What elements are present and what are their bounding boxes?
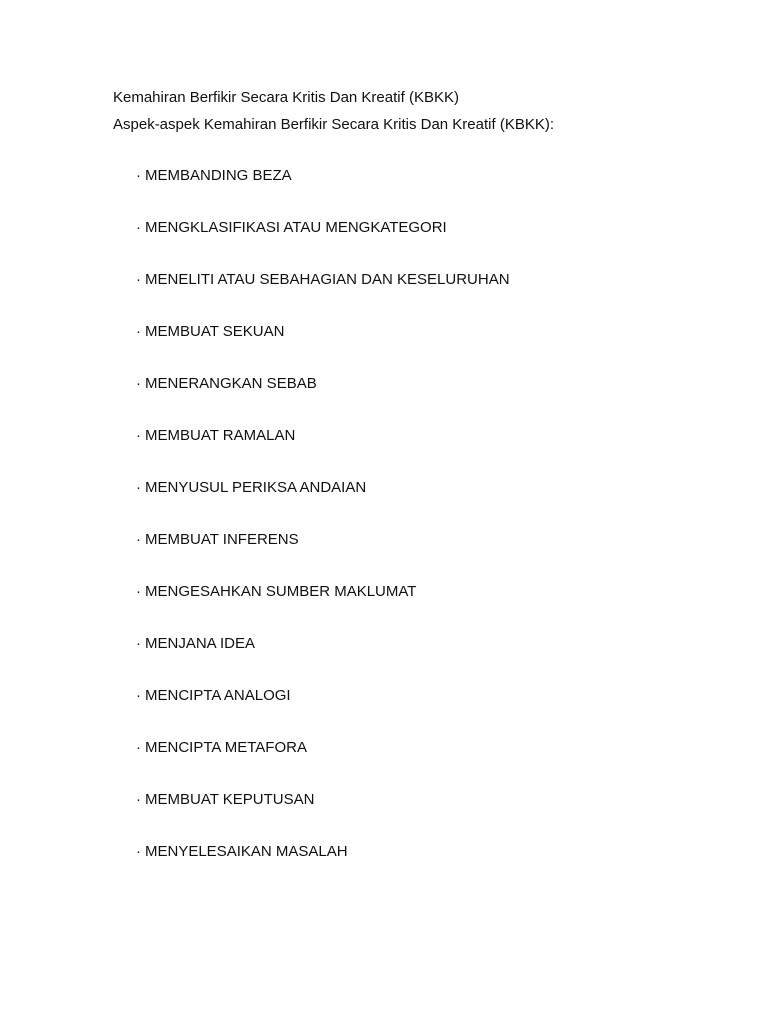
bullet-icon: · bbox=[136, 791, 141, 808]
list-item bbox=[136, 323, 510, 375]
list-item-label: MENGKLASIFIKASI ATAU MENGKATEGORI bbox=[145, 219, 447, 236]
document-subtitle: Aspek-aspek Kemahiran Berfikir Secara Kritis Dan Kreatif (KBKK): bbox=[113, 116, 554, 133]
list-item-label: MENCIPTA ANALOGI bbox=[145, 687, 291, 704]
list-item-label: MENCIPTA METAFORA bbox=[145, 739, 307, 756]
list-item-label: MENGESAHKAN SUMBER MAKLUMAT bbox=[145, 583, 417, 600]
bullet-icon: · bbox=[136, 687, 141, 704]
list-item bbox=[136, 167, 510, 219]
bullet-icon: · bbox=[136, 219, 141, 236]
bullet-icon: · bbox=[136, 427, 141, 444]
list-item-label: MEMBUAT RAMALAN bbox=[145, 427, 296, 444]
bullet-icon: · bbox=[136, 843, 141, 860]
bullet-icon: · bbox=[136, 375, 141, 392]
aspect-list bbox=[136, 167, 510, 895]
list-item bbox=[136, 843, 510, 895]
list-item-label: MEMBANDING BEZA bbox=[145, 167, 292, 184]
list-item-label: MENJANA IDEA bbox=[145, 635, 256, 652]
list-item bbox=[136, 791, 510, 843]
bullet-icon: · bbox=[136, 323, 141, 340]
list-item-label: MEMBUAT SEKUAN bbox=[145, 323, 285, 340]
bullet-icon: · bbox=[136, 739, 141, 756]
bullet-icon: · bbox=[136, 635, 141, 652]
list-item bbox=[136, 219, 510, 271]
list-item bbox=[136, 687, 510, 739]
list-item bbox=[136, 479, 510, 531]
list-item-label: MENELITI ATAU SEBAHAGIAN DAN KESELURUHAN bbox=[145, 271, 510, 288]
list-item bbox=[136, 271, 510, 323]
list-item bbox=[136, 375, 510, 427]
list-item bbox=[136, 635, 510, 687]
list-item bbox=[136, 427, 510, 479]
list-item bbox=[136, 531, 510, 583]
bullet-icon: · bbox=[136, 583, 141, 600]
list-item bbox=[136, 739, 510, 791]
bullet-icon: · bbox=[136, 531, 141, 548]
list-item bbox=[136, 583, 510, 635]
bullet-icon: · bbox=[136, 167, 141, 184]
list-item-label: MENYUSUL PERIKSA ANDAIAN bbox=[145, 479, 367, 496]
list-item-label: MENYELESAIKAN MASALAH bbox=[145, 843, 348, 860]
list-item-label: MEMBUAT KEPUTUSAN bbox=[145, 791, 315, 808]
list-item-label: MENERANGKAN SEBAB bbox=[145, 375, 317, 392]
bullet-icon: · bbox=[136, 479, 141, 496]
list-item-label: MEMBUAT INFERENS bbox=[145, 531, 299, 548]
document-title: Kemahiran Berfikir Secara Kritis Dan Kreatif (KBKK) bbox=[113, 89, 459, 106]
bullet-icon: · bbox=[136, 271, 141, 288]
